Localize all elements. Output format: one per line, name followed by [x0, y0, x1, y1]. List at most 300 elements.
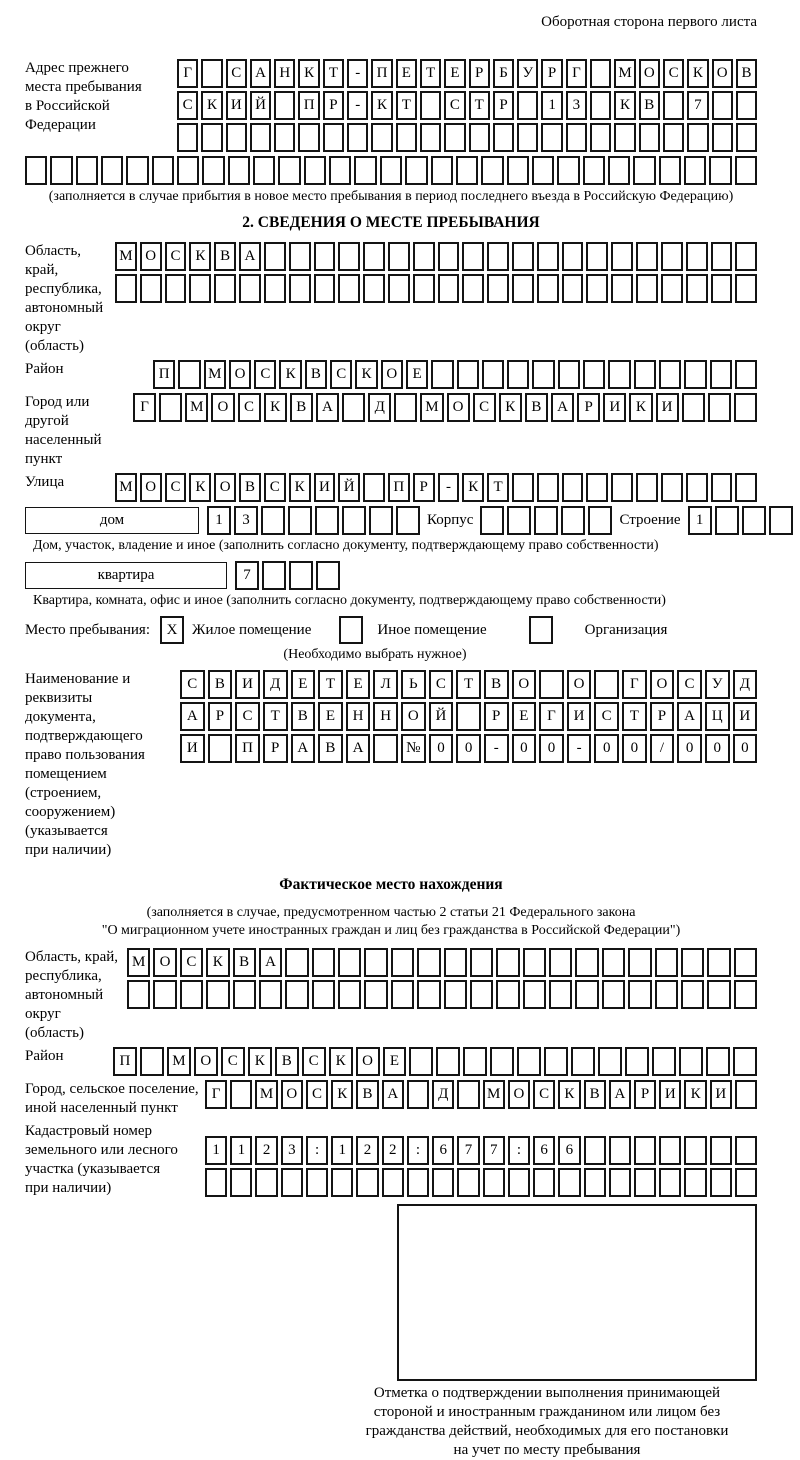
char-cell[interactable]: С — [180, 670, 205, 699]
char-cell[interactable] — [735, 156, 757, 185]
char-cell[interactable] — [711, 274, 733, 303]
char-cell[interactable] — [413, 274, 435, 303]
char-cell[interactable] — [407, 1168, 429, 1197]
char-cell[interactable]: О — [140, 242, 162, 271]
char-cell[interactable]: 7 — [457, 1136, 479, 1165]
char-cell[interactable]: М — [127, 948, 150, 977]
char-cell[interactable] — [710, 1136, 732, 1165]
char-cell[interactable] — [541, 123, 562, 152]
char-cell[interactable] — [679, 1047, 703, 1076]
char-cell[interactable]: - — [484, 734, 509, 763]
char-cell[interactable]: А — [609, 1080, 631, 1109]
char-cell[interactable]: О — [194, 1047, 218, 1076]
char-cell[interactable]: К — [201, 91, 222, 120]
char-cell[interactable] — [684, 1168, 706, 1197]
char-cell[interactable] — [636, 274, 658, 303]
char-cell[interactable]: А — [180, 702, 205, 731]
char-cell[interactable] — [338, 274, 360, 303]
char-cell[interactable] — [733, 1047, 757, 1076]
char-cell[interactable] — [285, 948, 308, 977]
char-cell[interactable]: 0 — [429, 734, 454, 763]
char-cell[interactable]: Д — [368, 393, 391, 422]
char-cell[interactable]: Р — [263, 734, 288, 763]
char-cell[interactable]: Н — [274, 59, 295, 88]
char-cell[interactable] — [469, 123, 490, 152]
char-cell[interactable] — [481, 156, 503, 185]
char-cell[interactable] — [140, 1047, 164, 1076]
char-cell[interactable] — [736, 123, 757, 152]
char-cell[interactable] — [590, 91, 611, 120]
char-cell[interactable] — [409, 1047, 433, 1076]
char-cell[interactable] — [126, 156, 148, 185]
char-cell[interactable]: № — [401, 734, 426, 763]
char-cell[interactable] — [444, 980, 467, 1009]
char-cell[interactable]: 0 — [705, 734, 730, 763]
char-cell[interactable] — [208, 734, 233, 763]
char-cell[interactable]: О — [356, 1047, 380, 1076]
char-cell[interactable] — [140, 274, 162, 303]
char-cell[interactable] — [306, 1168, 328, 1197]
char-cell[interactable] — [315, 506, 339, 535]
char-cell[interactable] — [707, 980, 730, 1009]
char-cell[interactable] — [663, 123, 684, 152]
char-cell[interactable] — [633, 156, 655, 185]
char-cell[interactable] — [262, 561, 286, 590]
char-cell[interactable] — [189, 274, 211, 303]
char-cell[interactable]: С — [264, 473, 286, 502]
char-cell[interactable] — [438, 274, 460, 303]
char-cell[interactable]: А — [316, 393, 339, 422]
char-cell[interactable] — [25, 156, 47, 185]
char-cell[interactable]: А — [259, 948, 282, 977]
char-cell[interactable] — [537, 473, 559, 502]
char-cell[interactable]: И — [659, 1080, 681, 1109]
char-cell[interactable]: С — [677, 670, 702, 699]
char-cell[interactable]: К — [684, 1080, 706, 1109]
char-cell[interactable]: С — [226, 59, 247, 88]
char-cell[interactable]: О — [140, 473, 162, 502]
char-cell[interactable] — [250, 123, 271, 152]
char-cell[interactable]: Ь — [401, 670, 426, 699]
char-cell[interactable]: В — [356, 1080, 378, 1109]
char-cell[interactable] — [532, 360, 554, 389]
char-cell[interactable]: И — [603, 393, 626, 422]
char-cell[interactable] — [152, 156, 174, 185]
char-cell[interactable]: 2 — [382, 1136, 404, 1165]
char-cell[interactable]: Т — [263, 702, 288, 731]
char-cell[interactable] — [586, 473, 608, 502]
char-cell[interactable] — [230, 1168, 252, 1197]
char-cell[interactable]: 7 — [687, 91, 708, 120]
char-cell[interactable] — [180, 980, 203, 1009]
char-cell[interactable] — [153, 980, 176, 1009]
char-cell[interactable] — [652, 1047, 676, 1076]
char-cell[interactable]: 1 — [230, 1136, 252, 1165]
char-cell[interactable] — [558, 360, 580, 389]
char-cell[interactable] — [369, 506, 393, 535]
house-type-box[interactable]: дом — [25, 507, 199, 534]
char-cell[interactable]: У — [705, 670, 730, 699]
char-cell[interactable] — [734, 980, 757, 1009]
char-cell[interactable] — [575, 980, 598, 1009]
char-cell[interactable]: 3 — [281, 1136, 303, 1165]
char-cell[interactable] — [457, 1168, 479, 1197]
char-cell[interactable] — [496, 980, 519, 1009]
char-cell[interactable] — [517, 123, 538, 152]
char-cell[interactable] — [735, 1168, 757, 1197]
char-cell[interactable]: 0 — [512, 734, 537, 763]
char-cell[interactable]: Р — [577, 393, 600, 422]
char-cell[interactable] — [288, 506, 312, 535]
char-cell[interactable] — [289, 561, 313, 590]
char-cell[interactable]: И — [567, 702, 592, 731]
char-cell[interactable] — [583, 156, 605, 185]
char-cell[interactable] — [456, 702, 481, 731]
char-cell[interactable]: О — [512, 670, 537, 699]
char-cell[interactable] — [364, 948, 387, 977]
char-cell[interactable]: Д — [263, 670, 288, 699]
char-cell[interactable] — [517, 1047, 541, 1076]
char-cell[interactable]: А — [382, 1080, 404, 1109]
char-cell[interactable] — [264, 242, 286, 271]
char-cell[interactable] — [482, 360, 504, 389]
char-cell[interactable] — [342, 506, 366, 535]
char-cell[interactable]: К — [189, 242, 211, 271]
char-cell[interactable] — [391, 980, 414, 1009]
char-cell[interactable] — [230, 1080, 252, 1109]
char-cell[interactable]: К — [331, 1080, 353, 1109]
char-cell[interactable]: 1 — [331, 1136, 353, 1165]
char-cell[interactable] — [571, 1047, 595, 1076]
char-cell[interactable] — [609, 1136, 631, 1165]
char-cell[interactable]: М — [204, 360, 226, 389]
char-cell[interactable] — [742, 506, 766, 535]
char-cell[interactable]: Е — [318, 702, 343, 731]
char-cell[interactable]: Р — [650, 702, 675, 731]
char-cell[interactable] — [544, 1047, 568, 1076]
char-cell[interactable] — [710, 1168, 732, 1197]
char-cell[interactable] — [206, 980, 229, 1009]
char-cell[interactable]: Р — [323, 91, 344, 120]
char-cell[interactable]: В — [239, 473, 261, 502]
char-cell[interactable] — [769, 506, 793, 535]
char-cell[interactable] — [278, 156, 300, 185]
char-cell[interactable] — [356, 1168, 378, 1197]
char-cell[interactable]: Д — [733, 670, 758, 699]
char-cell[interactable] — [523, 948, 546, 977]
char-cell[interactable]: Р — [493, 91, 514, 120]
char-cell[interactable] — [338, 948, 361, 977]
char-cell[interactable] — [201, 59, 222, 88]
char-cell[interactable] — [178, 360, 200, 389]
char-cell[interactable] — [512, 473, 534, 502]
char-cell[interactable] — [202, 156, 224, 185]
char-cell[interactable]: 0 — [733, 734, 758, 763]
char-cell[interactable]: Г — [539, 702, 564, 731]
char-cell[interactable]: К — [355, 360, 377, 389]
char-cell[interactable] — [388, 242, 410, 271]
char-cell[interactable] — [159, 393, 182, 422]
char-cell[interactable]: Г — [177, 59, 198, 88]
char-cell[interactable] — [611, 473, 633, 502]
char-cell[interactable]: С — [165, 473, 187, 502]
char-cell[interactable] — [608, 156, 630, 185]
char-cell[interactable]: Й — [429, 702, 454, 731]
char-cell[interactable] — [590, 123, 611, 152]
char-cell[interactable] — [338, 980, 361, 1009]
char-cell[interactable]: М — [115, 473, 137, 502]
char-cell[interactable] — [735, 242, 757, 271]
char-cell[interactable] — [201, 123, 222, 152]
char-cell[interactable] — [584, 1136, 606, 1165]
char-cell[interactable] — [710, 360, 732, 389]
char-cell[interactable] — [711, 473, 733, 502]
char-cell[interactable] — [734, 393, 757, 422]
char-cell[interactable] — [420, 91, 441, 120]
char-cell[interactable] — [438, 242, 460, 271]
char-cell[interactable]: Т — [318, 670, 343, 699]
char-cell[interactable] — [331, 1168, 353, 1197]
char-cell[interactable]: Й — [250, 91, 271, 120]
char-cell[interactable] — [462, 274, 484, 303]
char-cell[interactable] — [636, 473, 658, 502]
char-cell[interactable] — [312, 948, 335, 977]
char-cell[interactable] — [436, 1047, 460, 1076]
char-cell[interactable]: И — [314, 473, 336, 502]
char-cell[interactable] — [558, 1168, 580, 1197]
char-cell[interactable] — [659, 1168, 681, 1197]
char-cell[interactable]: Р — [208, 702, 233, 731]
char-cell[interactable] — [507, 360, 529, 389]
char-cell[interactable]: С — [306, 1080, 328, 1109]
char-cell[interactable]: О — [153, 948, 176, 977]
char-cell[interactable] — [575, 948, 598, 977]
char-cell[interactable] — [628, 980, 651, 1009]
char-cell[interactable]: 1 — [541, 91, 562, 120]
char-cell[interactable]: М — [185, 393, 208, 422]
char-cell[interactable] — [285, 980, 308, 1009]
char-cell[interactable]: М — [420, 393, 443, 422]
char-cell[interactable]: 6 — [432, 1136, 454, 1165]
char-cell[interactable]: О — [639, 59, 660, 88]
char-cell[interactable] — [50, 156, 72, 185]
char-cell[interactable]: Р — [634, 1080, 656, 1109]
char-cell[interactable] — [314, 274, 336, 303]
char-cell[interactable] — [566, 123, 587, 152]
char-cell[interactable] — [338, 242, 360, 271]
char-cell[interactable] — [470, 980, 493, 1009]
char-cell[interactable]: В — [639, 91, 660, 120]
char-cell[interactable] — [233, 980, 256, 1009]
char-cell[interactable]: Г — [205, 1080, 227, 1109]
char-cell[interactable]: С — [533, 1080, 555, 1109]
char-cell[interactable] — [537, 274, 559, 303]
char-cell[interactable]: Б — [493, 59, 514, 88]
char-cell[interactable] — [289, 274, 311, 303]
char-cell[interactable] — [407, 1080, 429, 1109]
char-cell[interactable]: П — [113, 1047, 137, 1076]
char-cell[interactable]: 7 — [235, 561, 259, 590]
char-cell[interactable]: А — [250, 59, 271, 88]
char-cell[interactable]: Р — [541, 59, 562, 88]
char-cell[interactable] — [391, 948, 414, 977]
char-cell[interactable]: К — [629, 393, 652, 422]
char-cell[interactable]: Р — [484, 702, 509, 731]
char-cell[interactable]: И — [226, 91, 247, 120]
char-cell[interactable] — [342, 393, 365, 422]
char-cell[interactable] — [312, 980, 335, 1009]
char-cell[interactable] — [659, 156, 681, 185]
char-cell[interactable]: Т — [323, 59, 344, 88]
char-cell[interactable]: П — [371, 59, 392, 88]
char-cell[interactable] — [628, 948, 651, 977]
char-cell[interactable]: М — [255, 1080, 277, 1109]
char-cell[interactable] — [707, 948, 730, 977]
char-cell[interactable] — [609, 1168, 631, 1197]
char-cell[interactable] — [636, 242, 658, 271]
char-cell[interactable]: М — [614, 59, 635, 88]
char-cell[interactable]: С — [663, 59, 684, 88]
char-cell[interactable] — [417, 948, 440, 977]
char-cell[interactable]: 2 — [356, 1136, 378, 1165]
char-cell[interactable] — [594, 670, 619, 699]
char-cell[interactable] — [115, 274, 137, 303]
char-cell[interactable] — [684, 1136, 706, 1165]
char-cell[interactable]: В — [484, 670, 509, 699]
char-cell[interactable] — [590, 59, 611, 88]
char-cell[interactable]: И — [235, 670, 260, 699]
char-cell[interactable]: П — [235, 734, 260, 763]
char-cell[interactable] — [281, 1168, 303, 1197]
char-cell[interactable]: С — [444, 91, 465, 120]
char-cell[interactable] — [534, 506, 558, 535]
char-cell[interactable]: 1 — [207, 506, 231, 535]
char-cell[interactable] — [639, 123, 660, 152]
char-cell[interactable] — [537, 242, 559, 271]
char-cell[interactable] — [625, 1047, 649, 1076]
char-cell[interactable] — [512, 274, 534, 303]
char-cell[interactable]: К — [687, 59, 708, 88]
char-cell[interactable] — [684, 360, 706, 389]
char-cell[interactable] — [382, 1168, 404, 1197]
char-cell[interactable]: Р — [469, 59, 490, 88]
char-cell[interactable] — [586, 242, 608, 271]
char-cell[interactable] — [457, 1080, 479, 1109]
char-cell[interactable] — [634, 1168, 656, 1197]
char-cell[interactable]: С — [221, 1047, 245, 1076]
char-cell[interactable]: В — [208, 670, 233, 699]
char-cell[interactable] — [363, 274, 385, 303]
char-cell[interactable]: К — [614, 91, 635, 120]
char-cell[interactable] — [462, 242, 484, 271]
char-cell[interactable] — [735, 473, 757, 502]
char-cell[interactable] — [323, 123, 344, 152]
stay-type-other-checkbox[interactable] — [339, 616, 363, 644]
char-cell[interactable]: 0 — [456, 734, 481, 763]
char-cell[interactable] — [588, 506, 612, 535]
char-cell[interactable] — [681, 980, 704, 1009]
char-cell[interactable] — [562, 473, 584, 502]
char-cell[interactable] — [684, 156, 706, 185]
char-cell[interactable] — [490, 1047, 514, 1076]
char-cell[interactable] — [444, 948, 467, 977]
char-cell[interactable] — [405, 156, 427, 185]
char-cell[interactable] — [735, 360, 757, 389]
char-cell[interactable] — [347, 123, 368, 152]
char-cell[interactable]: 0 — [622, 734, 647, 763]
char-cell[interactable]: Г — [133, 393, 156, 422]
char-cell[interactable] — [413, 242, 435, 271]
char-cell[interactable] — [634, 1136, 656, 1165]
char-cell[interactable] — [226, 123, 247, 152]
char-cell[interactable] — [205, 1168, 227, 1197]
char-cell[interactable]: 3 — [234, 506, 258, 535]
char-cell[interactable] — [456, 156, 478, 185]
char-cell[interactable]: К — [279, 360, 301, 389]
char-cell[interactable] — [602, 948, 625, 977]
char-cell[interactable] — [487, 242, 509, 271]
char-cell[interactable]: О — [401, 702, 426, 731]
char-cell[interactable] — [101, 156, 123, 185]
char-cell[interactable] — [708, 393, 731, 422]
char-cell[interactable] — [483, 1168, 505, 1197]
char-cell[interactable] — [659, 1136, 681, 1165]
char-cell[interactable] — [634, 360, 656, 389]
char-cell[interactable]: Е — [396, 59, 417, 88]
char-cell[interactable] — [562, 274, 584, 303]
char-cell[interactable]: Т — [487, 473, 509, 502]
char-cell[interactable]: - — [347, 91, 368, 120]
char-cell[interactable]: У — [517, 59, 538, 88]
char-cell[interactable]: В — [275, 1047, 299, 1076]
char-cell[interactable]: Е — [383, 1047, 407, 1076]
char-cell[interactable] — [602, 980, 625, 1009]
char-cell[interactable]: 0 — [677, 734, 702, 763]
char-cell[interactable] — [661, 242, 683, 271]
char-cell[interactable] — [354, 156, 376, 185]
char-cell[interactable] — [709, 156, 731, 185]
char-cell[interactable]: Й — [338, 473, 360, 502]
char-cell[interactable]: И — [656, 393, 679, 422]
char-cell[interactable]: В — [233, 948, 256, 977]
char-cell[interactable]: Д — [432, 1080, 454, 1109]
char-cell[interactable]: Т — [469, 91, 490, 120]
char-cell[interactable] — [253, 156, 275, 185]
char-cell[interactable]: С — [594, 702, 619, 731]
char-cell[interactable]: Т — [456, 670, 481, 699]
char-cell[interactable]: О — [381, 360, 403, 389]
char-cell[interactable]: : — [306, 1136, 328, 1165]
char-cell[interactable]: О — [214, 473, 236, 502]
char-cell[interactable] — [388, 274, 410, 303]
char-cell[interactable] — [614, 123, 635, 152]
char-cell[interactable] — [363, 473, 385, 502]
char-cell[interactable]: К — [371, 91, 392, 120]
char-cell[interactable] — [255, 1168, 277, 1197]
char-cell[interactable]: С — [165, 242, 187, 271]
char-cell[interactable]: - — [567, 734, 592, 763]
char-cell[interactable] — [165, 274, 187, 303]
char-cell[interactable]: 6 — [533, 1136, 555, 1165]
char-cell[interactable]: С — [254, 360, 276, 389]
char-cell[interactable] — [507, 156, 529, 185]
char-cell[interactable]: 3 — [566, 91, 587, 120]
char-cell[interactable] — [274, 91, 295, 120]
char-cell[interactable]: И — [710, 1080, 732, 1109]
char-cell[interactable] — [711, 242, 733, 271]
char-cell[interactable] — [686, 242, 708, 271]
char-cell[interactable]: Г — [566, 59, 587, 88]
